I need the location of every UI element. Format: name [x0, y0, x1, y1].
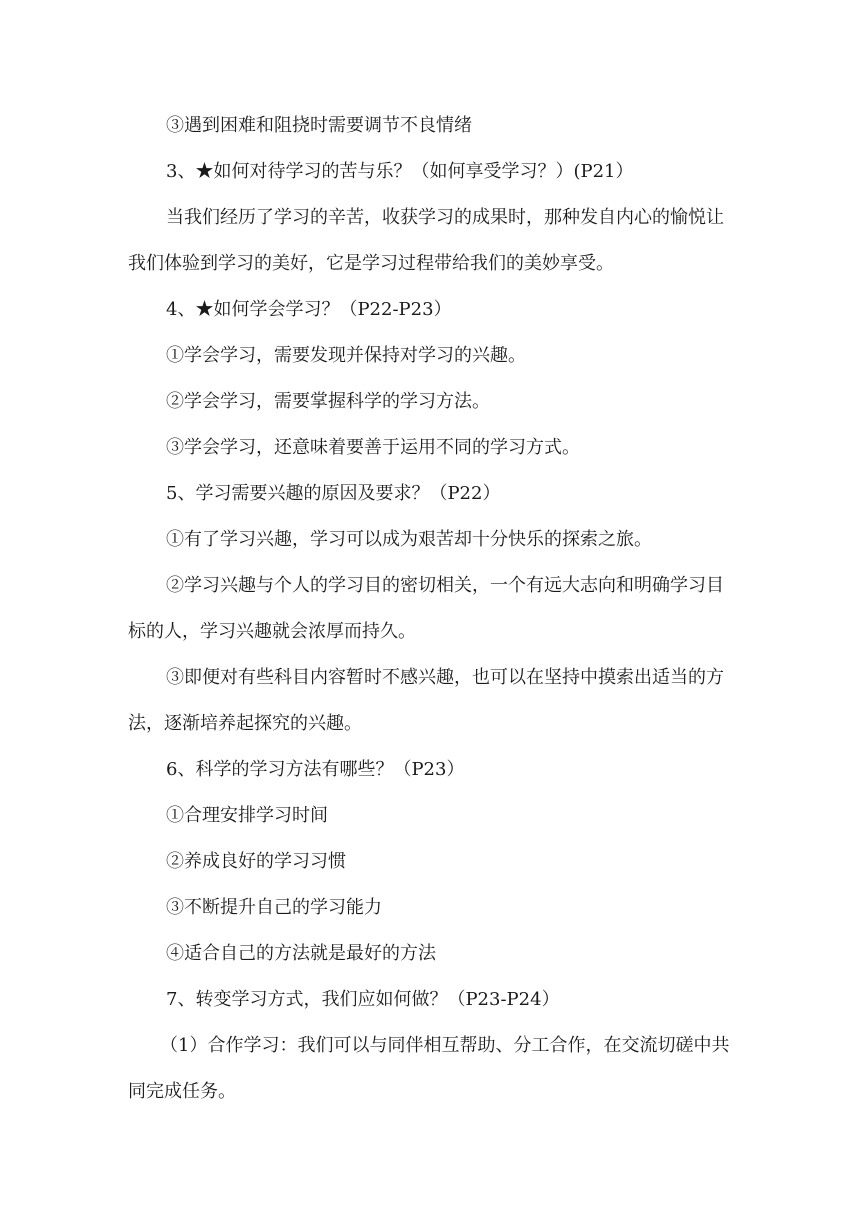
list-item: ①有了学习兴趣，学习可以成为艰苦却十分快乐的探索之旅。	[166, 529, 652, 550]
list-item: ①学会学习，需要发现并保持对学习的兴趣。	[166, 345, 526, 366]
list-item: ③即便对有些科目内容暂时不感兴趣，也可以在坚持中摸索出适当的方	[166, 667, 724, 688]
list-item: ①合理安排学习时间	[166, 805, 328, 826]
section-heading: 5、学习需要兴趣的原因及要求？（P22）	[166, 483, 501, 504]
list-item: ③学会学习，还意味着要善于运用不同的学习方式。	[166, 437, 580, 458]
list-item: ②学习兴趣与个人的学习目的密切相关，一个有远大志向和明确学习目	[166, 575, 724, 596]
paragraph-line: 当我们经历了学习的辛苦，收获学习的成果时，那种发自内心的愉悦让	[166, 207, 724, 228]
section-heading: 7、转变学习方式，我们应如何做？（P23-P24）	[166, 989, 560, 1010]
section-heading: 4、★如何学会学习？（P22-P23）	[166, 299, 452, 320]
document-body	[128, 108, 738, 1120]
section-heading: 6、科学的学习方法有哪些？（P23）	[166, 759, 465, 780]
list-item: ②学会学习，需要掌握科学的学习方法。	[166, 391, 490, 412]
list-item: （1）合作学习：我们可以与同伴相互帮助、分工合作，在交流切磋中共	[160, 1035, 730, 1056]
paragraph-line: 我们体验到学习的美好，它是学习过程带给我们的美妙享受。	[128, 253, 614, 274]
section-heading: 3、★如何对待学习的苦与乐？（如何享受学习？）(P21）	[166, 161, 634, 182]
list-item-continuation: 同完成任务。	[128, 1081, 236, 1102]
list-item-continuation: 法，逐渐培养起探究的兴趣。	[128, 713, 362, 734]
list-item: ④适合自己的方法就是最好的方法	[166, 943, 436, 964]
list-item: ③不断提升自己的学习能力	[166, 897, 382, 918]
list-item: ②养成良好的学习习惯	[166, 851, 346, 872]
list-item-continuation: 标的人，学习兴趣就会浓厚而持久。	[128, 621, 416, 642]
list-item: ③遇到困难和阻挠时需要调节不良情绪	[166, 115, 472, 136]
